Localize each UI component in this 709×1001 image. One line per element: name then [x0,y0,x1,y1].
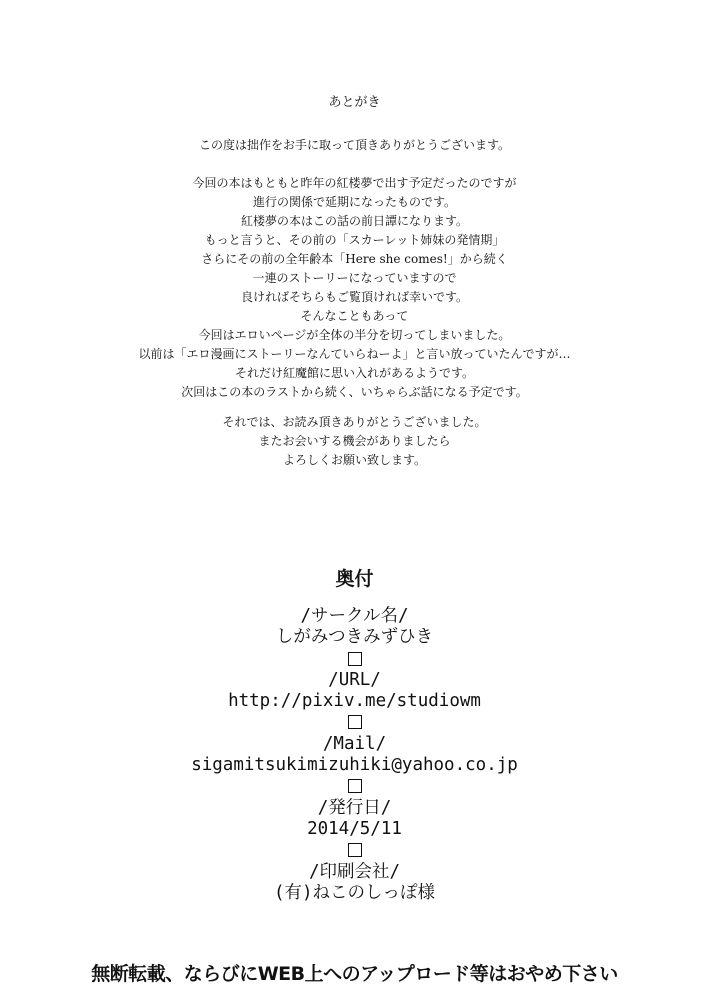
afterword-greeting [0,136,709,155]
afterword-line: そんなこともあって [300,309,409,323]
afterword-line: 今回はエロいページが全体の半分を切ってしまいました。 [198,328,511,342]
afterword-line: 今回の本はもともと昨年の紅楼夢で出す予定だったのですが [192,176,517,190]
afterword-line: もっと言うと、その前の「スカーレット姉妹の発情期」 [204,233,505,247]
afterword-line: さらにその前の全年齢本「Here she comes!」から続く [201,252,508,266]
printer-label: /印刷会社/ [308,861,401,882]
afterword-line: 以前は「エロ漫画にストーリーなんていらねーよ」と言い放っていたんですが… [138,347,571,361]
afterword-closing [0,413,709,470]
afterword-line: またお会いする機会がありましたら [258,434,451,448]
colophon-title: 奥付 [335,568,374,590]
afterword-line: 一連のストーリーになっていますので [252,271,457,285]
mail-label: /Mail/ [322,733,387,754]
afterword-line: 次回はこの本のラストから続く、いちゃらぶ話になる予定です。 [181,385,528,399]
separator-box-icon [0,776,709,797]
afterword-line: 紅楼夢の本はこの話の前日譚になります。 [240,214,469,228]
issue-date-label: /発行日/ [317,797,392,818]
afterword-line: それだけ紅魔館に思い入れがあるようです。 [234,366,475,380]
reprint-notice: 無断転載、ならびにWEB上へのアップロード等はおやめ下さい [91,963,618,985]
afterword-line: よろしくお願い致します。 [282,453,427,467]
separator-box-icon [0,712,709,733]
circle-name: しがみつきみずひき [275,627,434,648]
separator-box-icon [0,840,709,861]
afterword-line: 進行の関係で延期になったものです。 [252,195,457,209]
afterword-line: この度は拙作をお手に取って頂きありがとうございます。 [198,138,511,152]
url-value: http://pixiv.me/studiowm [228,691,481,712]
separator-box-icon [0,649,709,670]
afterword-title: あとがき [328,95,381,110]
afterword-body [0,174,709,402]
circle-name-label: /サークル名/ [300,606,409,626]
afterword-line: 良ければそちらもご覧頂ければ幸いです。 [240,290,469,304]
issue-date: 2014/5/11 [307,818,402,839]
mail-value: sigamitsukimizuhiki@yahoo.co.jp [191,755,518,776]
url-label: /URL/ [328,669,381,690]
colophon-details [0,606,709,904]
afterword-line: それでは、お読み頂きありがとうございました。 [222,415,487,429]
printer-name: (有)ねこのしっぽ様 [273,882,436,903]
